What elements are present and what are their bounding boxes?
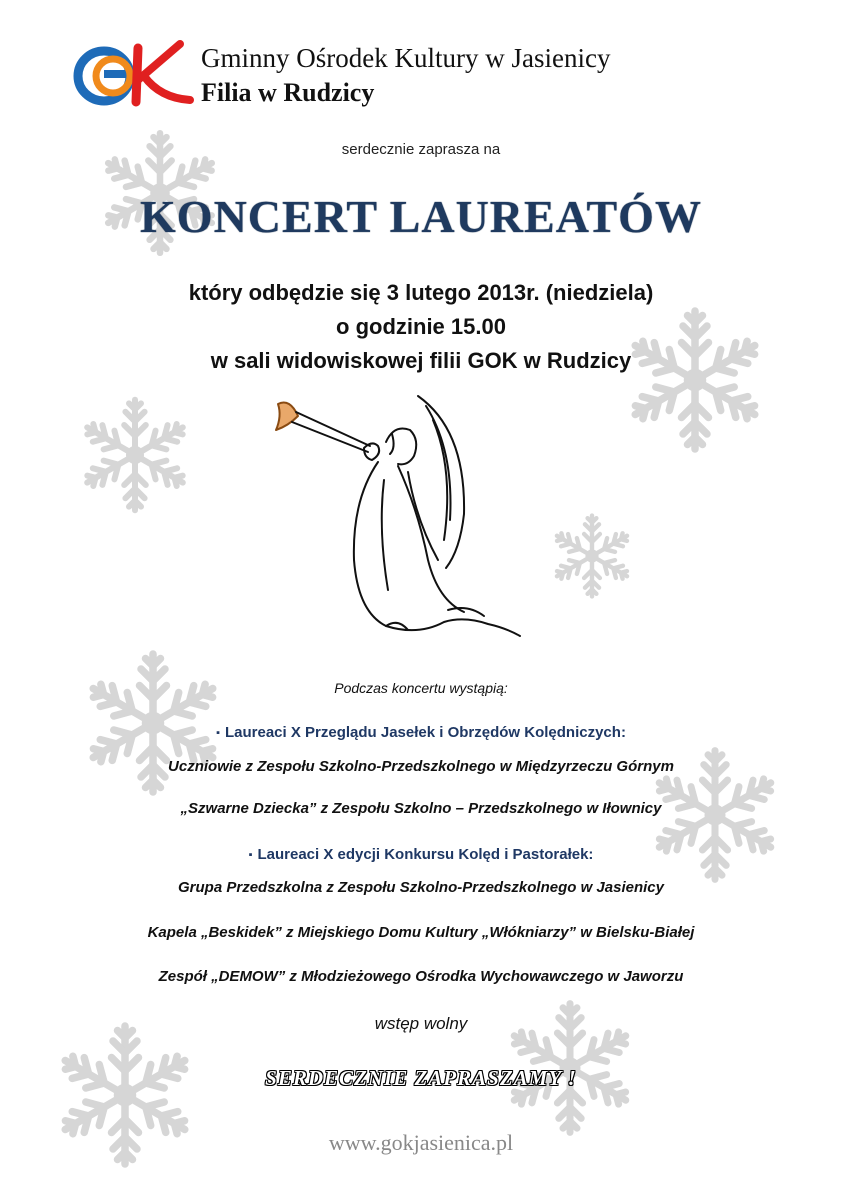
angel-trumpet-illustration [268,390,543,640]
snowflake-icon [75,395,195,515]
program-intro: Podczas koncertu wystąpią: [334,680,508,696]
performer-entry: Kapela „Beskidek” z Miejskiego Domu Kultury „Włókniarzy” w Bielsku-Białej [147,924,695,941]
website-link[interactable]: www.gokjasienica.pl [328,1130,514,1155]
event-time: o godzinie 15.00 [336,314,506,339]
category-heading-text: Laureaci X Przeglądu Jasełek i Obrzędów Kolędniczych: [224,724,626,741]
category-heading [0,724,842,741]
event-venue: w sali widowiskowej filii GOK w Rudzicy [210,348,632,373]
bullet-icon: ▪ [216,727,220,739]
performer-entry: „Szwarne Dziecka” z Zespołu Szkolno – Przedszkolnego w Iłownicy [180,800,662,817]
page-title: KONCERT LAUREATÓW [140,191,702,242]
performer-entry: Grupa Przedszkolna z Zespołu Szkolno-Przedszkolnego w Jasienicy [178,879,664,896]
performer-entry: Uczniowie z Zespołu Szkolno-Przedszkolnego w Międzyrzeczu Górnym [168,758,674,775]
event-details [0,276,842,378]
gok-logo [72,40,194,110]
invite-text: serdecznie zaprasza na [341,141,501,158]
org-name: Gminny Ośrodek Kultury w Jasienicy [201,43,611,73]
branch-name: Filia w Rudzicy [201,78,375,107]
entry-info: wstęp wolny [374,1014,468,1033]
snowflake-icon [78,648,228,798]
snowflake-icon [548,512,636,600]
performer-entry: Zespół „DEMOW” z Młodzieżowego Ośrodka Wychowawczego w Jaworzu [158,968,684,985]
event-date: który odbędzie się 3 lutego 2013r. (niedziela) [188,280,654,305]
category-heading [0,846,842,863]
closing-text: SERDECZNIE ZAPRASZAMY ! [265,1066,577,1090]
category-heading-text: Laureaci X edycji Konkursu Kolęd i Pastorałek: [257,846,594,863]
bullet-icon: ▪ [248,849,253,861]
